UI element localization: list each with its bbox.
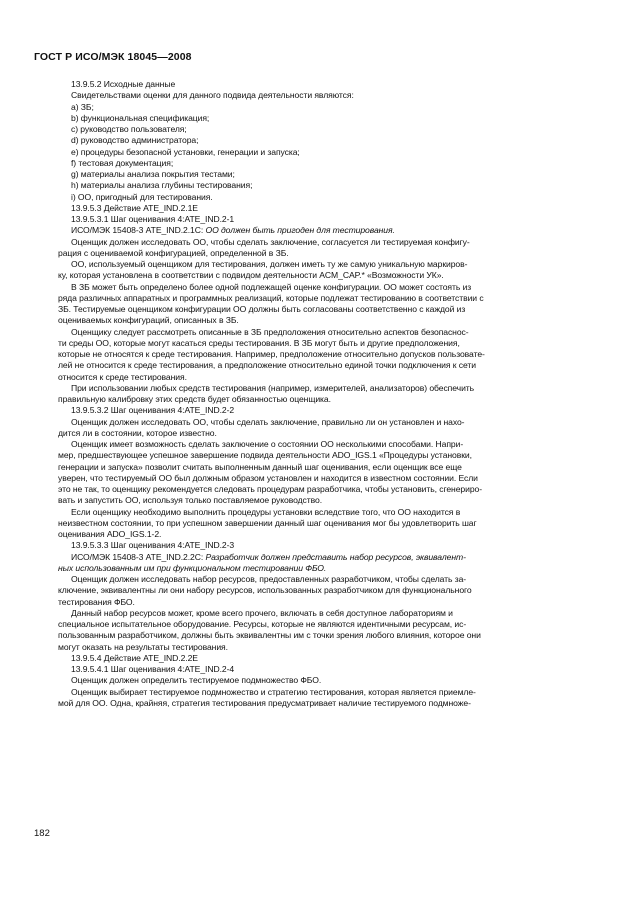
line: правильную калибровку этих средств будет обязанностью оценщика. (58, 394, 331, 404)
requirement-ref: ИСО/МЭК 15408-3 ATE_IND.2.2С: (71, 551, 206, 562)
line: Оценщик должен исследовать набор ресурсов, предоставленных разработчиком, чтобы сделать за- (71, 574, 467, 584)
line: тестирования ФБО. (58, 596, 135, 607)
line: мер, предшествующее успешное завершение подвида деятельности ADO_IGS.1 «Процедуры установки, (58, 450, 472, 461)
line: Оценщик должен исследовать ОО, чтобы сделать заключение, согласуется ли тестируемая конфигу- (71, 236, 470, 247)
line: уверен, что тестируемый ОО был должным образом установлен и находится в известном состоянии. Если (58, 472, 478, 483)
line: Оценщик должен определить тестируемое подмножество ФБО. (71, 675, 322, 686)
line: ОО, используемый оценщиком для тестирования, должен иметь ту же самую уникальную маркиров- (71, 259, 468, 269)
line: ключение, эквивалентны ли они набору ресурсов, использованных разработчиком для функционального (58, 585, 472, 596)
line: вать и запустить ОО, используя только поставляемое руководство. (58, 495, 323, 506)
list-item: c) руководство пользователя; (71, 124, 187, 134)
line: генерации и запуска» позволит считать выполненным данный шаг оценивания, если оценщик все еще (58, 461, 462, 472)
line: Оценщик имеет возможность сделать заключение о состоянии ОО несколькими способами. Напри- (71, 439, 464, 449)
requirement-line (58, 552, 593, 563)
requirement-text: Разработчик должен представить набор ресурсов, эквивалент- (205, 551, 466, 562)
line: оценивания ADO_IGS.1-2. (58, 529, 162, 539)
line: Свидетельствами оценки для данного подвида деятельности являются: (71, 90, 354, 101)
line: ряда различных аппаратных и программных реализаций, которые подлежат тестированию в соответствии с (58, 292, 484, 303)
standard-header: ГОСТ Р ИСО/МЭК 18045—2008 (34, 51, 192, 63)
line: Оценщик выбирает тестируемое подмножество и стратегию тестирования, которая является приемле- (71, 686, 476, 697)
line: относится к среде тестирования. (58, 371, 187, 382)
requirement-ref: ИСО/МЭК 15408-3 ATE_IND.2.1С: (71, 225, 206, 236)
line: 13.9.5.2 Исходные данные (71, 79, 176, 89)
list-item: f) тестовая документация; (71, 157, 174, 168)
line: пользованным разработчиком, должны быть эквивалентны им с точки зрения любого влияния, которое они (58, 630, 481, 641)
line: оцениваемых конфигураций, описанных в ЗБ. (58, 315, 239, 326)
line: мой для ОО. Одна, крайняя, стратегия тестирования предусматривает наличие тестируемого подмноже- (58, 697, 471, 708)
list-item: d) руководство администратора; (71, 135, 199, 146)
line: ти среды ОО, которые могут касаться среды тестирования. В ЗБ могут быть и другие предположения, (58, 337, 460, 348)
section-heading: 13.9.5.3 Действие ATE_IND.2.1E (71, 202, 198, 213)
line: лей не относится к среде тестирования, а предположение относительно единой точки подключения к сети (58, 360, 476, 371)
line: неизвестном состоянии, то при успешном завершении данный шаг оценивания мог бы удовлетворить шаг (58, 517, 477, 528)
step-heading: 13.9.5.4.1 Шаг оценивания 4:ATE_IND.2-4 (71, 664, 235, 674)
step-heading: 13.9.5.3.1 Шаг оценивания 4:ATE_IND.2-1 (71, 214, 235, 224)
list-item: e) процедуры безопасной установки, генерации и запуска; (71, 146, 300, 157)
requirement-line (58, 225, 593, 236)
list-item: g) материалы анализа покрытия тестами; (71, 169, 235, 179)
list-item: i) ОО, пригодный для тестирования. (71, 191, 213, 202)
line: это не так, то оценщику рекомендуется следовать процедурам разработчика, чтобы установить, сгенериро- (58, 484, 483, 494)
requirement-text: ОО должен быть пригоден для тестирования. (205, 225, 395, 236)
line: специальное испытательное оборудование. Ресурсы, которые не являются идентичными ресурсам, ис- (58, 619, 467, 629)
line: Данный набор ресурсов может, кроме всего прочего, включать в себя доступное лабораториям и (71, 607, 453, 618)
line: ЗБ. Тестируемые оценщиком конфигурации ОО должны быть согласованы соответственно с каждой из (58, 304, 466, 314)
line: рация с оцениваемой конфигурацией, определенной в ЗБ. (58, 247, 289, 258)
line: При использовании любых средств тестирования (например, измерителей, анализаторов) обеспечить (71, 382, 475, 393)
line: В ЗБ может быть определено более одной подлежащей оценке конфигурации. ОО может состоять из (71, 281, 472, 292)
line: которые не относятся к среде тестирования. Например, предположение относительно допусков пользовате- (58, 349, 485, 359)
line: Оценщик должен исследовать ОО, чтобы сделать заключение, правильно ли он установлен и нахо- (71, 416, 465, 427)
line: дится ли в состоянии, которое известно. (58, 427, 217, 438)
line: могут оказать на результаты тестирования. (58, 641, 228, 652)
step-heading: 13.9.5.3.3 Шаг оценивания 4:ATE_IND.2-3 (71, 540, 235, 551)
requirement-text: ных использованным им при функциональном тестировании ФБО. (58, 562, 327, 573)
list-item: a) ЗБ; (71, 101, 94, 112)
line: Если оценщику необходимо выполнить процедуры установки вследствие того, что ОО находится в (71, 506, 461, 517)
section-heading: 13.9.5.4 Действие ATE_IND.2.2E (71, 652, 198, 663)
list-item: b) функциональная спецификация; (71, 112, 210, 123)
page-body (58, 79, 593, 709)
line: Оценщику следует рассмотреть описанные в ЗБ предположения относительно аспектов безопаснос- (71, 326, 469, 337)
line: ку, которая установлена в соответствии с подвидом деятельности ACM_CAP.* «Возможности УК». (58, 270, 444, 281)
step-heading: 13.9.5.3.2 Шаг оценивания 4:ATE_IND.2-2 (71, 405, 235, 416)
page-number: 182 (34, 828, 50, 839)
list-item: h) материалы анализа глубины тестирования; (71, 180, 253, 191)
